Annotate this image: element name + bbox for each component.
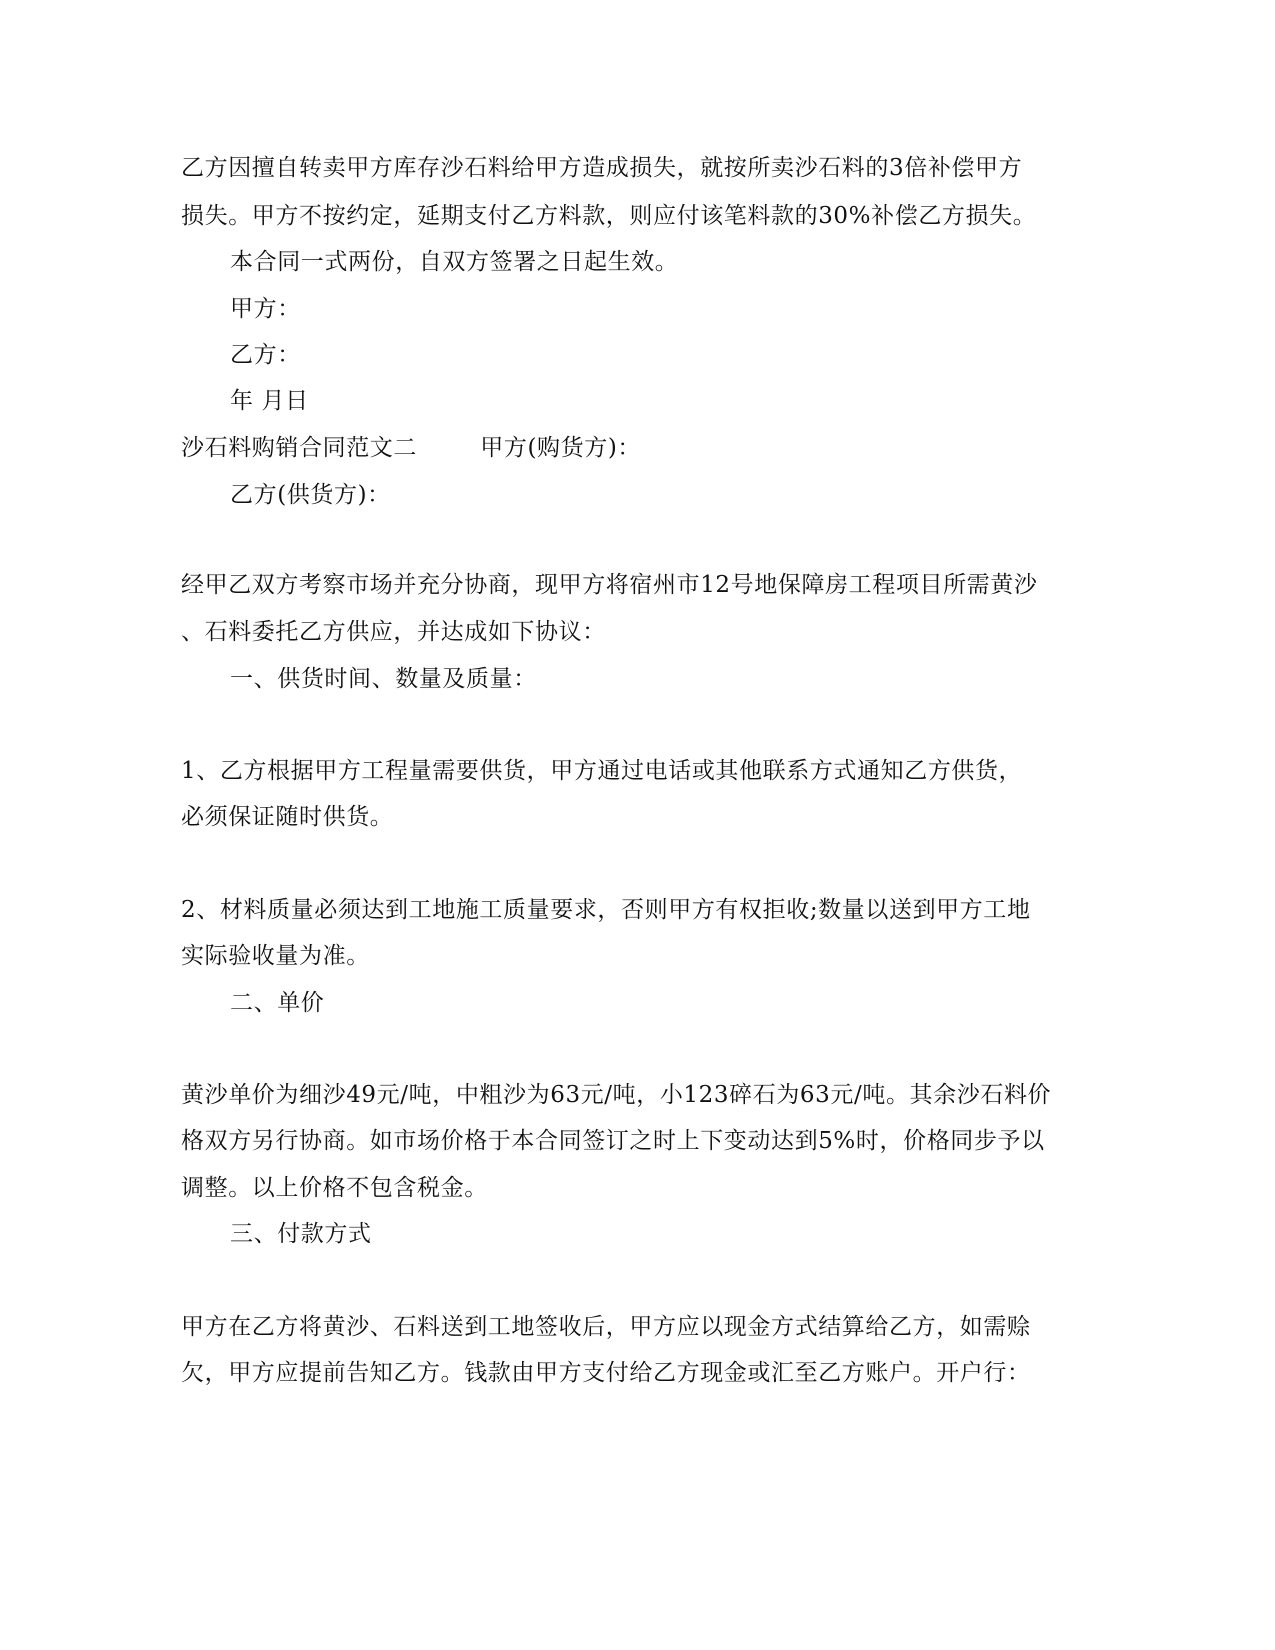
clause-line: 实际验收量为准。 [181, 943, 370, 969]
paragraph-line: 调整。以上价格不包含税金。 [181, 1175, 488, 1201]
section-heading: 二、单价 [230, 990, 325, 1016]
paragraph-line: 格双方另行协商。如市场价格于本合同签订之时上下变动达到5%时，价格同步予以 [181, 1128, 1045, 1154]
section-heading: 三、付款方式 [230, 1221, 372, 1247]
paragraph-line: 甲方在乙方将黄沙、石料送到工地签收后，甲方应以现金方式结算给乙方，如需赊 [181, 1314, 1031, 1340]
paragraph-line: 经甲乙双方考察市场并充分协商，现甲方将宿州市12号地保障房工程项目所需黄沙 [181, 572, 1038, 598]
paragraph-line: 欠，甲方应提前告知乙方。钱款由甲方支付给乙方现金或汇至乙方账户。开户行： [181, 1360, 1031, 1386]
party-b-label: 乙方： [230, 342, 301, 368]
paragraph-line: 损失。甲方不按约定，延期支付乙方料款，则应付该笔料款的30%补偿乙方损失。 [181, 203, 1037, 229]
paragraph-line: 本合同一式两份，自双方签署之日起生效。 [230, 249, 679, 275]
clause-line: 1、乙方根据甲方工程量需要供货，甲方通过电话或其他联系方式通知乙方供货， [181, 758, 1023, 784]
contract-title-line: 沙石料购销合同范文二 甲方(购货方)： [181, 435, 642, 461]
supplier-label: 乙方(供货方)： [230, 482, 391, 508]
clause-line: 2、材料质量必须达到工地施工质量要求，否则甲方有权拒收;数量以送到甲方工地 [181, 897, 1031, 923]
date-label: 年 月日 [230, 388, 309, 414]
paragraph-line: 黄沙单价为细沙49元/吨，中粗沙为63元/吨，小123碎石为63元/吨。其余沙石料价 [181, 1082, 1052, 1108]
paragraph-line: 乙方因擅自转卖甲方库存沙石料给甲方造成损失，就按所卖沙石料的3倍补偿甲方 [181, 155, 1023, 181]
clause-line: 必须保证随时供货。 [181, 804, 394, 830]
section-heading: 一、供货时间、数量及质量： [230, 666, 537, 692]
paragraph-line: 、石料委托乙方供应，并达成如下协议： [181, 619, 606, 645]
party-a-label: 甲方： [230, 296, 301, 322]
